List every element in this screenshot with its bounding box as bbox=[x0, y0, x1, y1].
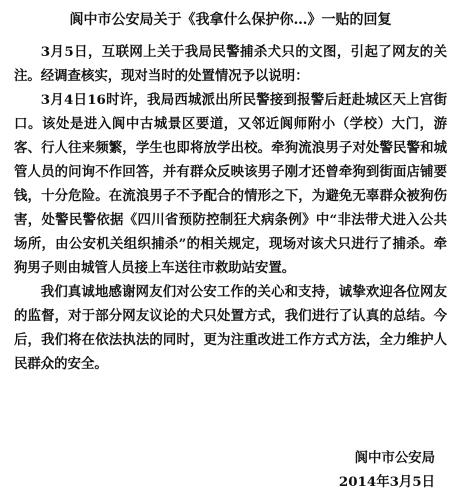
paragraph-incident: 3月4日16时许，我局西城派出所民警接到报警后赶赴城区天上宫街口。该处是进入阆中古城景区要道，又邻近阆师附小（学校）大门，游客、行人往来频繁，学生也即将放学出校。牵狗流浪男子对处警民警和城管人员的问询不作回答，并有群众反映该男子刚才还曾牵狗到街面店铺要钱，十分危险。在流浪男子不予配合的情形之下，为避免无辜群众被狗伤害，处警民警依据《四川省预防控制狂犬病条例》中“非法带犬进入公共场所，由公安机关组织捕杀”的相关规定，现场对该犬只进行了捕杀。牵狗男子则由城管人员接上车送往市救助站安置。 bbox=[14, 92, 447, 276]
signature-organization: 阆中市公安局 bbox=[354, 450, 435, 466]
paragraph-closing: 我们真诚地感谢网友们对公安工作的关心和支持，诚挚欢迎各位网友的监督，对于部分网友议论的犬只处置方式，我们进行了认真的总结。今后，我们将在依法执法的同时，更为注重改进工作方式方法，全力维护人民群众的安全。 bbox=[14, 284, 447, 372]
paragraph-intro: 3月5日，互联网上关于我局民警捕杀犬只的文图，引起了网友的关注。经调查核实，现对当时的处置情况予以说明： bbox=[14, 44, 447, 84]
signature-date: 2014年3月5日 bbox=[338, 474, 435, 490]
document-title: 阆中市公安局关于《我拿什么保护你…》一贴的回复 bbox=[69, 12, 392, 28]
